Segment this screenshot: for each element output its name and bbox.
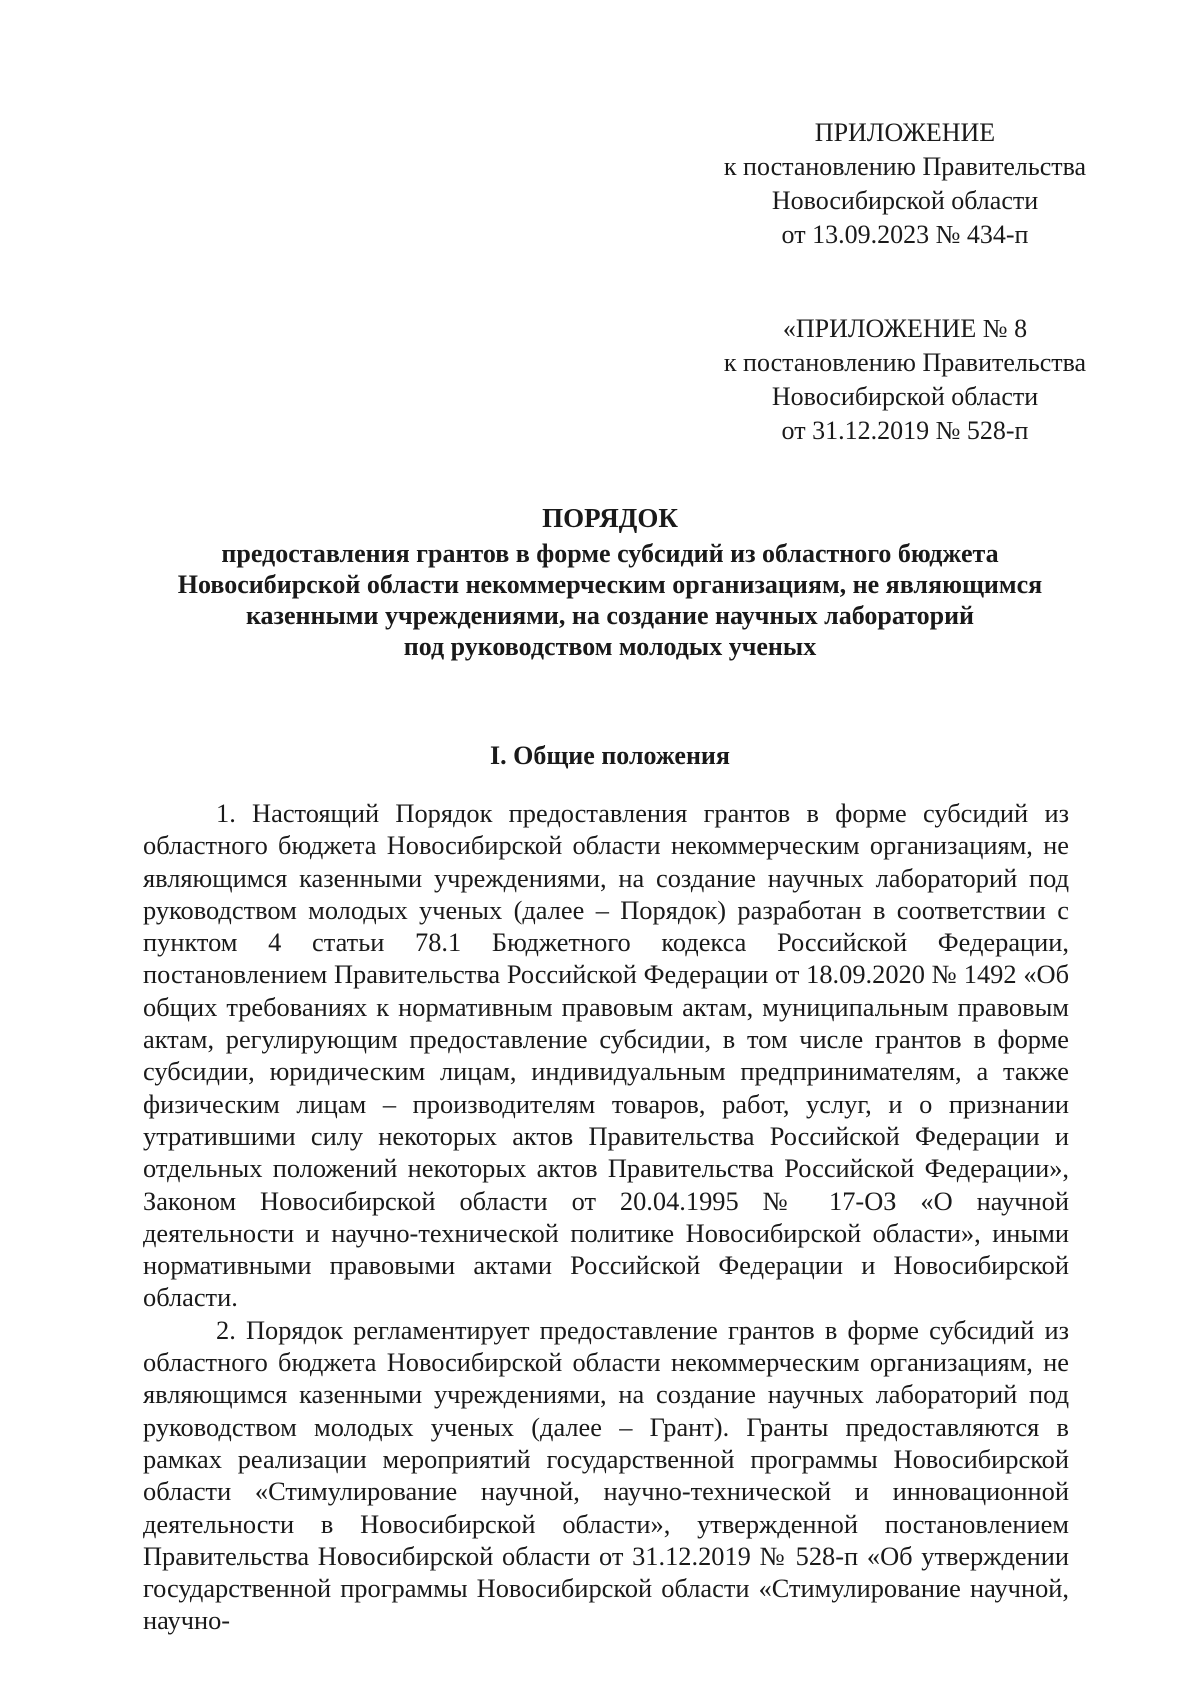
appendix-reference: к постановлению Правительства	[723, 348, 1087, 377]
appendix-title: «ПРИЛОЖЕНИЕ № 8	[782, 314, 1028, 343]
title-main: ПОРЯДОК	[542, 503, 678, 533]
title-line: предоставления грантов в форме субсидий из областного бюджета	[221, 539, 999, 568]
appendix-reference: к постановлению Правительства	[723, 152, 1087, 181]
section-heading: I. Общие положения	[490, 741, 730, 770]
appendix-region: Новосибирской области	[771, 382, 1039, 411]
document-title	[150, 503, 1070, 662]
title-line: казенными учреждениями, на создание научных лабораторий	[245, 601, 975, 630]
paragraph-2: 2. Порядок регламентирует предоставление грантов в форме субсидий из областного бюджета Новосибирской области некоммерческим организациям, не являющимся казенными учреждениями, на создание научных лабораторий под руководством молодых ученых (далее – Грант). Гранты предоставляются в рамках реализации мероприятий государственной программы Новосибирской области «Стимулирование научной, научно-технической и инновационной деятельности в Новосибирской области», утвержденной постановлением Правительства Новосибирской области от 31.12.2019 № 528-п «Об утверждении государственной программы Новосибирской области «Стимулирование научной, научно-	[143, 1314, 1069, 1636]
paragraph-1: 1. Настоящий Порядок предоставления грантов в форме субсидий из областного бюджета Новосибирской области некоммерческим организациям, не являющимся казенными учреждениями, на создание научных лабораторий под руководством молодых ученых (далее – Порядок) разработан в соответствии с пунктом 4 статьи 78.1 Бюджетного кодекса Российской Федерации, постановлением Правительства Российской Федерации от 18.09.2020 № 1492 «Об общих требованиях к нормативным правовым актам, муниципальным правовым актам, регулирующим предоставление субсидии, в том числе грантов в форме субсидии, юридическим лицам, индивидуальным предпринимателям, а также физическим лицам – производителям товаров, работ, услуг, и о признании утратившими силу некоторых актов Правительства Российской Федерации и отдельных положений некоторых актов Правительства Российской Федерации», Законом Новосибирской области от 20.04.1995 № 17-ОЗ «О научной деятельности и научно-технической политике Новосибирской области», иными нормативными правовыми актами Российской Федерации и Новосибирской области.	[143, 798, 1069, 1313]
appendix-region: Новосибирской области	[771, 186, 1039, 215]
appendix-title: ПРИЛОЖЕНИЕ	[814, 118, 996, 147]
appendix-header-original	[700, 312, 1110, 448]
appendix-date-number: от 13.09.2023 № 434-п	[781, 220, 1029, 249]
document-body	[143, 797, 1069, 1637]
title-line: Новосибирской области некоммерческим организациям, не являющимся	[177, 570, 1043, 599]
title-line: под руководством молодых ученых	[403, 632, 817, 661]
appendix-date-number: от 31.12.2019 № 528-п	[781, 416, 1029, 445]
appendix-header-current	[700, 116, 1110, 252]
